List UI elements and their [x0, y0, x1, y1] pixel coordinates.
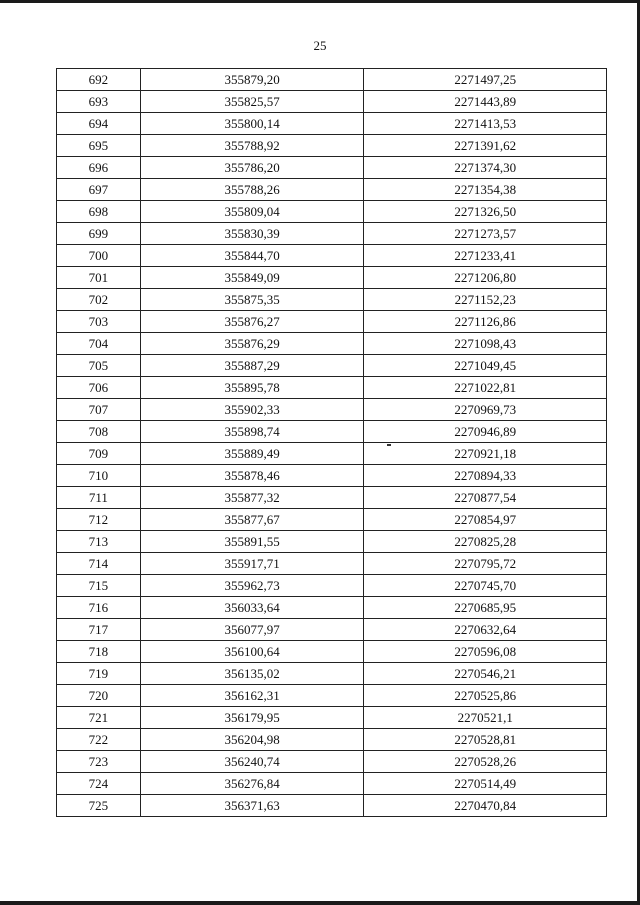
scan-border-top	[0, 0, 640, 3]
x-coordinate-cell: 355788,26	[140, 179, 364, 201]
y-coordinate-cell: 2270795,72	[364, 553, 607, 575]
y-coordinate-cell: 2270632,64	[364, 619, 607, 641]
coordinates-table-body	[57, 69, 607, 817]
y-coordinate-cell: 2271273,57	[364, 223, 607, 245]
x-coordinate-cell: 355800,14	[140, 113, 364, 135]
x-coordinate-cell: 356135,02	[140, 663, 364, 685]
y-coordinate-cell: 2271206,80	[364, 267, 607, 289]
y-coordinate-cell: 2270894,33	[364, 465, 607, 487]
point-number-cell: 695	[57, 135, 141, 157]
table-row	[57, 641, 607, 663]
table-row	[57, 487, 607, 509]
y-coordinate-cell: 2270685,95	[364, 597, 607, 619]
point-number-cell: 705	[57, 355, 141, 377]
x-coordinate-cell: 356179,95	[140, 707, 364, 729]
y-coordinate-cell: 2271354,38	[364, 179, 607, 201]
point-number-cell: 717	[57, 619, 141, 641]
point-number-cell: 725	[57, 795, 141, 817]
table-row	[57, 443, 607, 465]
y-coordinate-cell: 2270877,54	[364, 487, 607, 509]
y-coordinate-cell: 2271049,45	[364, 355, 607, 377]
table-row	[57, 707, 607, 729]
point-number-cell: 704	[57, 333, 141, 355]
point-number-cell: 723	[57, 751, 141, 773]
point-number-cell: 719	[57, 663, 141, 685]
x-coordinate-cell: 355895,78	[140, 377, 364, 399]
point-number-cell: 716	[57, 597, 141, 619]
table-row	[57, 685, 607, 707]
y-coordinate-cell: 2270854,97	[364, 509, 607, 531]
y-coordinate-cell: 2271152,23	[364, 289, 607, 311]
y-coordinate-cell: 2271413,53	[364, 113, 607, 135]
x-coordinate-cell: 356240,74	[140, 751, 364, 773]
point-number-cell: 714	[57, 553, 141, 575]
y-coordinate-cell: 2270969,73	[364, 399, 607, 421]
x-coordinate-cell: 355809,04	[140, 201, 364, 223]
x-coordinate-cell: 356100,64	[140, 641, 364, 663]
point-number-cell: 697	[57, 179, 141, 201]
x-coordinate-cell: 355876,27	[140, 311, 364, 333]
table-row	[57, 795, 607, 817]
table-row	[57, 201, 607, 223]
table-row	[57, 223, 607, 245]
point-number-cell: 696	[57, 157, 141, 179]
page-number: 25	[313, 38, 327, 53]
point-number-cell: 712	[57, 509, 141, 531]
point-number-cell: 722	[57, 729, 141, 751]
table-row	[57, 157, 607, 179]
y-coordinate-cell: 2270946,89	[364, 421, 607, 443]
coordinates-table	[56, 68, 607, 817]
point-number-cell: 700	[57, 245, 141, 267]
x-coordinate-cell: 355875,35	[140, 289, 364, 311]
x-coordinate-cell: 355877,32	[140, 487, 364, 509]
point-number-cell: 718	[57, 641, 141, 663]
y-coordinate-cell: 2270470,84	[364, 795, 607, 817]
y-coordinate-cell: 2271326,50	[364, 201, 607, 223]
point-number-cell: 709	[57, 443, 141, 465]
point-number-cell: 724	[57, 773, 141, 795]
point-number-cell: 703	[57, 311, 141, 333]
x-coordinate-cell: 355962,73	[140, 575, 364, 597]
y-coordinate-cell: 2270745,70	[364, 575, 607, 597]
table-row	[57, 619, 607, 641]
point-number-cell: 692	[57, 69, 141, 91]
table-row	[57, 773, 607, 795]
x-coordinate-cell: 356371,63	[140, 795, 364, 817]
y-coordinate-cell: 2271391,62	[364, 135, 607, 157]
x-coordinate-cell: 355879,20	[140, 69, 364, 91]
y-coordinate-cell: 2270921,18	[364, 443, 607, 465]
x-coordinate-cell: 355877,67	[140, 509, 364, 531]
x-coordinate-cell: 355878,46	[140, 465, 364, 487]
x-coordinate-cell: 355889,49	[140, 443, 364, 465]
table-row	[57, 333, 607, 355]
table-row	[57, 377, 607, 399]
table-row	[57, 355, 607, 377]
y-coordinate-cell: 2271497,25	[364, 69, 607, 91]
table-row	[57, 531, 607, 553]
table-row	[57, 399, 607, 421]
x-coordinate-cell: 356077,97	[140, 619, 364, 641]
table-row	[57, 465, 607, 487]
point-number-cell: 694	[57, 113, 141, 135]
x-coordinate-cell: 356162,31	[140, 685, 364, 707]
x-coordinate-cell: 355830,39	[140, 223, 364, 245]
point-number-cell: 711	[57, 487, 141, 509]
table-row	[57, 421, 607, 443]
x-coordinate-cell: 356204,98	[140, 729, 364, 751]
point-number-cell: 702	[57, 289, 141, 311]
x-coordinate-cell: 356033,64	[140, 597, 364, 619]
point-number-cell: 698	[57, 201, 141, 223]
x-coordinate-cell: 355876,29	[140, 333, 364, 355]
x-coordinate-cell: 355898,74	[140, 421, 364, 443]
point-number-cell: 707	[57, 399, 141, 421]
point-number-cell: 708	[57, 421, 141, 443]
x-coordinate-cell: 355902,33	[140, 399, 364, 421]
y-coordinate-cell: 2271233,41	[364, 245, 607, 267]
x-coordinate-cell: 355917,71	[140, 553, 364, 575]
table-row	[57, 751, 607, 773]
table-row	[57, 663, 607, 685]
table-row	[57, 289, 607, 311]
point-number-cell: 699	[57, 223, 141, 245]
table-row	[57, 113, 607, 135]
x-coordinate-cell: 355844,70	[140, 245, 364, 267]
point-number-cell: 713	[57, 531, 141, 553]
x-coordinate-cell: 355849,09	[140, 267, 364, 289]
point-number-cell: 693	[57, 91, 141, 113]
x-coordinate-cell: 355825,57	[140, 91, 364, 113]
y-coordinate-cell: 2271098,43	[364, 333, 607, 355]
y-coordinate-cell: 2270514,49	[364, 773, 607, 795]
point-number-cell: 706	[57, 377, 141, 399]
table-row	[57, 245, 607, 267]
table-row	[57, 575, 607, 597]
point-number-cell: 710	[57, 465, 141, 487]
scan-speck	[387, 444, 391, 446]
table-row	[57, 267, 607, 289]
y-coordinate-cell: 2270521,1	[364, 707, 607, 729]
x-coordinate-cell: 355786,20	[140, 157, 364, 179]
table-row	[57, 179, 607, 201]
table-row	[57, 135, 607, 157]
x-coordinate-cell: 355788,92	[140, 135, 364, 157]
y-coordinate-cell: 2270528,26	[364, 751, 607, 773]
y-coordinate-cell: 2271126,86	[364, 311, 607, 333]
point-number-cell: 715	[57, 575, 141, 597]
y-coordinate-cell: 2271443,89	[364, 91, 607, 113]
point-number-cell: 701	[57, 267, 141, 289]
table-row	[57, 729, 607, 751]
y-coordinate-cell: 2270546,21	[364, 663, 607, 685]
table-row	[57, 311, 607, 333]
point-number-cell: 721	[57, 707, 141, 729]
y-coordinate-cell: 2270825,28	[364, 531, 607, 553]
point-number-cell: 720	[57, 685, 141, 707]
x-coordinate-cell: 355891,55	[140, 531, 364, 553]
y-coordinate-cell: 2270525,86	[364, 685, 607, 707]
y-coordinate-cell: 2270596,08	[364, 641, 607, 663]
table-row	[57, 597, 607, 619]
y-coordinate-cell: 2271374,30	[364, 157, 607, 179]
table-row	[57, 69, 607, 91]
y-coordinate-cell: 2271022,81	[364, 377, 607, 399]
table-row	[57, 91, 607, 113]
table-row	[57, 553, 607, 575]
x-coordinate-cell: 356276,84	[140, 773, 364, 795]
y-coordinate-cell: 2270528,81	[364, 729, 607, 751]
table-row	[57, 509, 607, 531]
scan-border-bottom	[0, 901, 640, 905]
x-coordinate-cell: 355887,29	[140, 355, 364, 377]
